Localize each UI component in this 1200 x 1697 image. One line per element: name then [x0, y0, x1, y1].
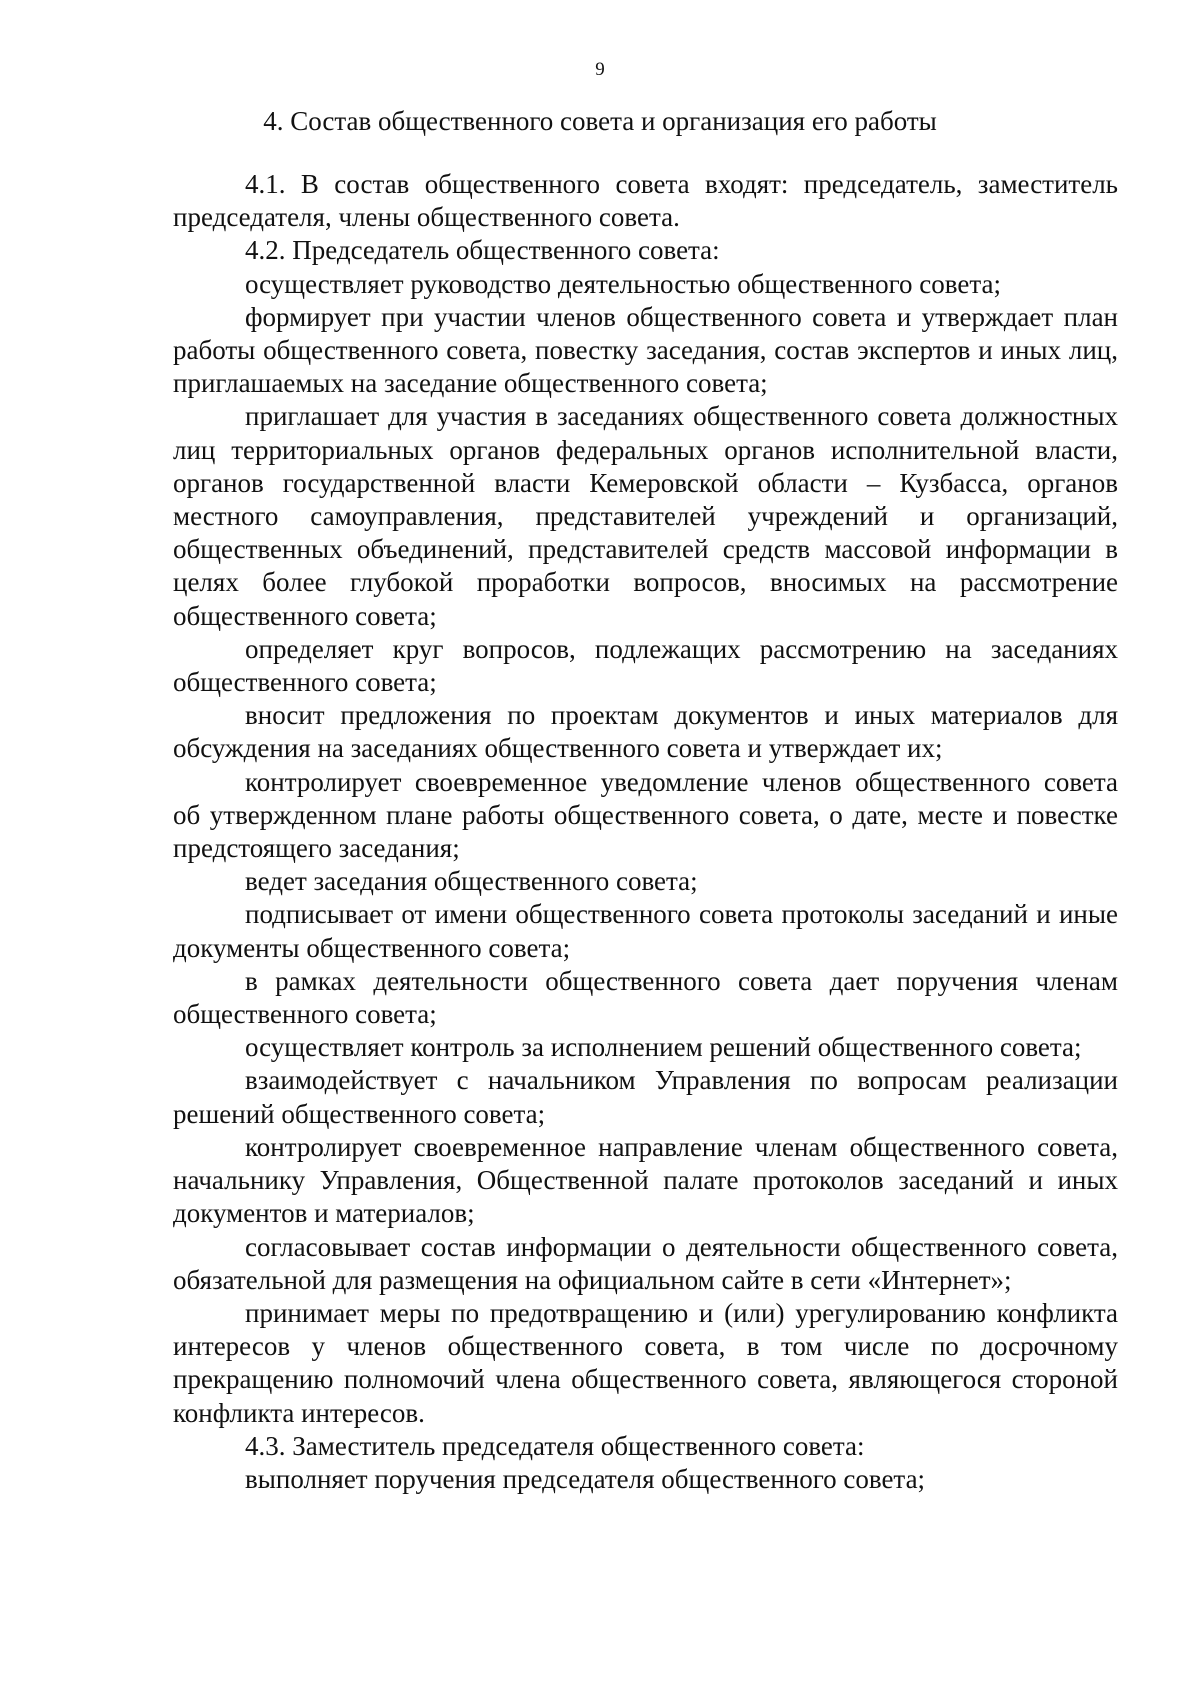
list-item: взаимодействует с начальником Управления по вопросам реализации решений общественного совета; — [173, 1065, 1118, 1129]
list-item: приглашает для участия в заседаниях общественного совета должностных лиц территориальных органов федеральных органов исполнительной власти, органов государственной власти Кемеровской области – Кузбасса, органов местного самоуправления, представителей учреждений и организаций, общественных объединений, представителей средств массовой информации в целях более глубокой проработки вопросов, вносимых на рассмотрение общественного совета; — [173, 401, 1118, 631]
list-item: согласовывает состав информации о деятельности общественного совета, обязательной для размещения на официальном сайте в сети «Интернет»; — [173, 1231, 1118, 1295]
list-item: осуществляет контроль за исполнением решений общественного совета; — [245, 1032, 1082, 1063]
list-item: в рамках деятельности общественного совета дает поручения членам общественного совета; — [173, 965, 1118, 1030]
document-body — [173, 168, 1118, 1496]
list-item: контролирует своевременное направление членам общественного совета, начальнику Управления, Общественной палате протоколов заседаний и иных документов и материалов; — [173, 1131, 1118, 1229]
list-item: контролирует своевременное уведомление членов общественного совета об утвержденном плане работы общественного совета, о дате, месте и повестке предстоящего заседания; — [173, 766, 1118, 864]
paragraph-4-1: 4.1. В состав общественного совета входят: председатель, заместитель председателя, члены общественного совета. — [173, 169, 1118, 233]
list-item: подписывает от имени общественного совета протоколы заседаний и иные документы общественного совета; — [173, 899, 1118, 963]
paragraph-4-2: 4.2. Председатель общественного совета: — [245, 235, 720, 266]
list-item: формирует при участии членов общественного совета и утверждает план работы общественного совета, повестку заседания, состав экспертов и иных лиц, приглашаемых на заседание общественного совета; — [173, 301, 1118, 399]
list-item: выполняет поручения председателя общественного совета; — [245, 1463, 926, 1494]
list-item: осуществляет руководство деятельностью общественного совета; — [245, 268, 1001, 299]
paragraph-4-3: 4.3. Заместитель председателя общественного совета: — [245, 1430, 865, 1461]
list-item: принимает меры по предотвращению и (или) урегулированию конфликта интересов у членов общественного совета, в том числе по досрочному прекращению полномочий члена общественного совета, являющегося стороной конфликта интересов. — [173, 1297, 1118, 1428]
page-number: 9 — [595, 59, 605, 80]
list-item: определяет круг вопросов, подлежащих рассмотрению на заседаниях общественного совета; — [173, 633, 1118, 698]
section-heading: 4. Состав общественного совета и организация его работы — [263, 106, 937, 136]
list-item: вносит предложения по проектам документов и иных материалов для обсуждения на заседаниях общественного совета и утверждает их; — [173, 700, 1118, 764]
list-item: ведет заседания общественного совета; — [245, 866, 698, 897]
